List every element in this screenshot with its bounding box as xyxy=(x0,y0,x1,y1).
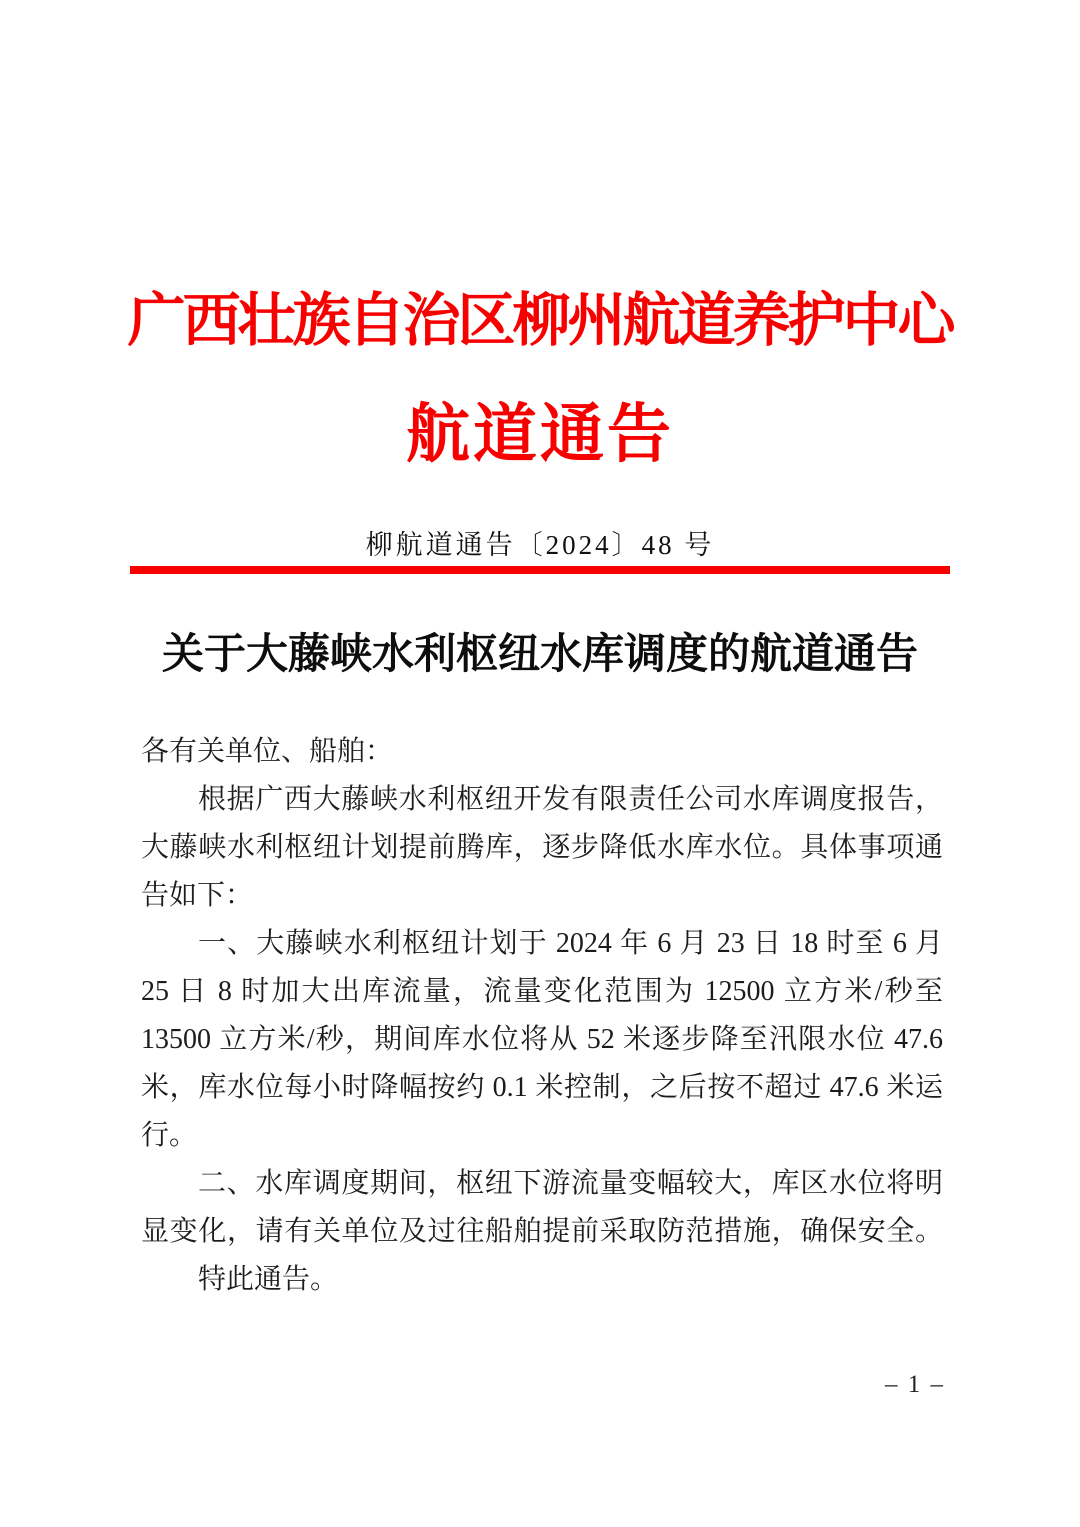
body-line: 二、水库调度期间，枢纽下游流量变幅较大，库区水位将明 xyxy=(198,1168,943,1199)
body-line: 根据广西大藤峡水利枢纽开发有限责任公司水库调度报告， xyxy=(198,784,943,815)
notice-title: 关于大藤峡水利枢纽水库调度的航道通告 xyxy=(161,630,918,677)
body-line: 告如下： xyxy=(141,880,254,911)
body-line: 米，库水位每小时降幅按约 0.1 米控制，之后按不超过 47.6 米运 xyxy=(141,1072,943,1103)
body-line: 各有关单位、船舶： xyxy=(141,736,394,767)
body-line: 特此通告。 xyxy=(198,1264,339,1295)
letterhead-org-title-line1: 广西壮族自治区柳州航道养护中心 xyxy=(127,288,953,353)
document-number: 柳航道通告〔2024〕48 号 xyxy=(365,530,715,560)
body-line: 25 日 8 时加大出库流量，流量变化范围为 12500 立方米/秒至 xyxy=(141,976,943,1007)
letterhead-org-title-line2: 航道通告 xyxy=(406,398,674,470)
body-line: 13500 立方米/秒，期间库水位将从 52 米逐步降至汛限水位 47.6 xyxy=(141,1024,943,1055)
body-line: 大藤峡水利枢纽计划提前腾库，逐步降低水库水位。具体事项通 xyxy=(141,832,943,863)
body-line: 显变化，请有关单位及过往船舶提前采取防范措施，确保安全。 xyxy=(141,1216,943,1247)
body-line: 一、大藤峡水利枢纽计划于 2024 年 6 月 23 日 18 时至 6 月 xyxy=(198,928,943,959)
red-separator-rule xyxy=(130,566,950,574)
body-line: 行。 xyxy=(141,1120,198,1151)
page-number: – 1 – xyxy=(885,1371,945,1398)
notice-body xyxy=(141,728,943,1304)
